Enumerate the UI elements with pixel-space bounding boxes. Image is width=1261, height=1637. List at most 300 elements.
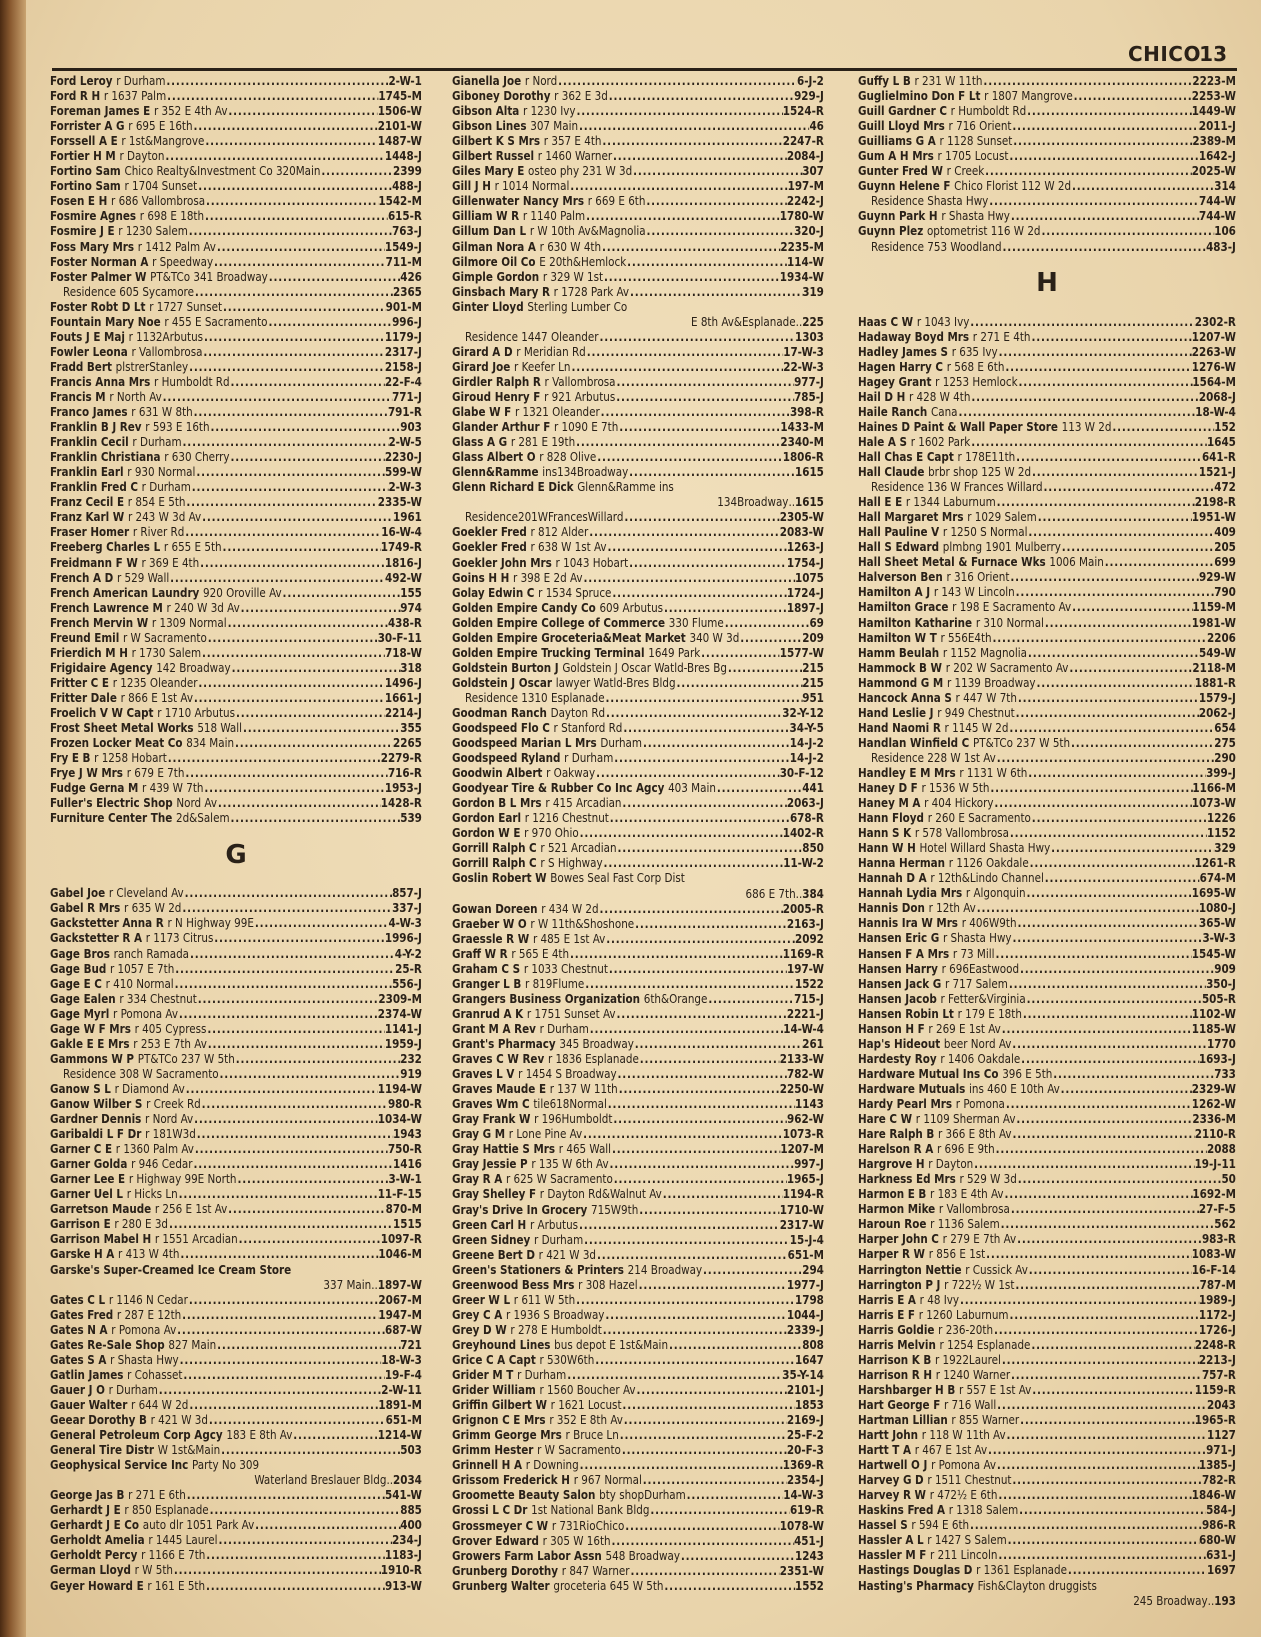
- leader-dots: [970, 1517, 1202, 1532]
- listing-name: Gordon W E: [452, 825, 521, 841]
- listing-address: r Humboldt Rd: [154, 373, 230, 389]
- directory-listing: [50, 178, 422, 193]
- leader-dots: [189, 1397, 378, 1412]
- directory-listing: [50, 1246, 422, 1261]
- phone-number: 1965-R: [1194, 1411, 1236, 1427]
- listing-address: 396 E 5th: [1002, 1065, 1053, 1081]
- directory-listing: [452, 1307, 824, 1322]
- directory-listing: [50, 1442, 422, 1457]
- phone-number: 2043: [1207, 1396, 1236, 1412]
- directory-listing: [50, 1337, 422, 1352]
- phone-number: 106: [1214, 223, 1236, 239]
- phone-number: 290: [1214, 749, 1236, 765]
- phone-number: 619-R: [789, 1502, 824, 1518]
- phone-number: 1965-J: [786, 1171, 824, 1187]
- directory-listing: [452, 1533, 824, 1548]
- leader-dots: [1020, 1412, 1195, 1427]
- phone-number: 744-W: [1199, 208, 1236, 224]
- phone-number: 50: [1221, 1171, 1236, 1187]
- listing-name: Harvey G D: [858, 1472, 924, 1488]
- listing-address: r Vallombrosa: [131, 343, 203, 359]
- listing-address: r 181W3d: [145, 1126, 196, 1142]
- phone-number: 1243: [795, 1547, 824, 1563]
- listing-name: Hamm Beulah: [858, 644, 940, 660]
- directory-listing: [452, 254, 824, 269]
- phone-number: 355: [400, 720, 422, 736]
- phone-number: 539: [400, 810, 422, 826]
- phone-number: 2213-J: [1198, 1351, 1236, 1367]
- listing-address: r 1427 S Salem: [927, 1532, 1007, 1548]
- listing-address: r 73 Mill: [952, 945, 995, 961]
- directory-listing: [452, 1051, 824, 1066]
- listing-address: r 812 Alder: [530, 524, 589, 540]
- phone-number: 4-W-3: [388, 915, 422, 931]
- leader-dots: [236, 705, 385, 720]
- listing-name: Haskins Fred A: [858, 1502, 945, 1518]
- listing-name: Grossmeyer C W: [452, 1517, 549, 1533]
- phone-number: 17-W-3: [783, 343, 824, 359]
- listing-name: Hasting's Pharmacy: [858, 1577, 974, 1593]
- phone-number: 2339-J: [786, 1321, 824, 1337]
- directory-listing: [50, 1126, 422, 1141]
- leader-dots: [1044, 479, 1215, 494]
- leader-dots: [567, 1367, 782, 1382]
- directory-listing: [452, 1126, 824, 1141]
- phone-number: 678-R: [789, 810, 824, 826]
- phone-number: 1981-W: [1191, 614, 1236, 630]
- listing-address: r Shasta Hwy: [110, 1351, 179, 1367]
- leader-dots: [1062, 539, 1214, 554]
- listing-name: Hamilton Grace: [858, 599, 949, 615]
- listing-name: Freeberg Charles L: [50, 539, 161, 555]
- listing-address: r 1057 E 7th: [109, 960, 175, 976]
- directory-listing: [452, 374, 824, 389]
- listing-address: r 611 W 5th: [513, 1291, 576, 1307]
- phone-number: 2305-W: [779, 509, 824, 525]
- listing-name: Gerhardt J E Co: [50, 1517, 140, 1533]
- listing-address: r 198 E Sacramento Av: [952, 599, 1072, 615]
- listing-name: Graeber W O: [452, 915, 527, 931]
- listing-name: Franklin Christiana: [50, 449, 161, 465]
- listing-address: r Durham: [132, 434, 182, 450]
- listing-name: Garner Golda: [50, 1156, 128, 1172]
- leader-dots: [283, 585, 401, 600]
- listing-address: r 1321 Oleander: [514, 404, 600, 420]
- listing-name: Graves L V: [452, 1066, 515, 1082]
- phone-number: 715-J: [794, 990, 824, 1006]
- phone-number: 654: [1214, 719, 1236, 735]
- listing-name: Hand Leslie J: [858, 704, 934, 720]
- listing-continuation-line: [50, 1472, 422, 1487]
- listing-name: Giroud Henry F: [452, 388, 541, 404]
- listing-name: Garner Lee E: [50, 1171, 126, 1187]
- listing-address: r 1344 Laburnum: [905, 494, 996, 510]
- listing-name: Gates C L: [50, 1291, 106, 1307]
- listing-name: Gakle E E Mrs: [50, 1035, 130, 1051]
- listing-address: r 1253 Hemlock: [935, 373, 1018, 389]
- leader-dots: [960, 1292, 1199, 1307]
- directory-listing: [858, 675, 1236, 690]
- leader-dots: [192, 479, 389, 494]
- directory-listing: [452, 555, 824, 570]
- directory-listing: [452, 570, 824, 585]
- listing-name: Fowler Leona: [50, 343, 128, 359]
- leader-dots: [1032, 1382, 1195, 1397]
- phone-number: 2374-W: [377, 1005, 422, 1021]
- listing-name: Guffy L B: [858, 73, 911, 88]
- listing-address: Hotel Willard Shasta Hwy: [919, 840, 1051, 856]
- listing-address: PT&TCo 237 W 5th: [973, 734, 1071, 750]
- directory-listing: [50, 1081, 422, 1096]
- leader-dots: [1105, 554, 1215, 569]
- leader-dots: [321, 163, 393, 178]
- phone-number: 549-W: [1199, 644, 1236, 660]
- directory-listing: [452, 1382, 824, 1397]
- leader-dots: [629, 555, 787, 570]
- listing-address: beer Nord Av: [943, 1035, 1012, 1051]
- leader-dots: [195, 1141, 388, 1156]
- phone-number: 2025-W: [1191, 163, 1236, 179]
- phone-number: 2399: [393, 163, 422, 179]
- directory-listing: [50, 479, 422, 494]
- directory-listing: [50, 148, 422, 163]
- listing-address: r 415 Arcadian: [545, 795, 622, 811]
- listing-address: optometrist 116 W 2d: [926, 223, 1041, 239]
- listing-address: Goldstein J Oscar Watld-Bres Bg: [562, 659, 727, 675]
- listing-name: Grant's Pharmacy: [452, 1036, 556, 1051]
- listing-name: Glander Arthur F: [452, 419, 551, 435]
- phone-number: 318: [400, 659, 422, 675]
- listing-address: r 1454 S Broadway: [518, 1066, 617, 1082]
- leader-dots: [198, 178, 392, 193]
- leader-dots: [603, 1322, 787, 1337]
- listing-address: r 630 W 4th: [539, 238, 602, 254]
- phone-number: 2101-W: [377, 118, 422, 134]
- listing-address: r 970 Ohio: [524, 825, 579, 841]
- phone-number: 2206: [1207, 629, 1236, 645]
- leader-dots: [971, 389, 1199, 404]
- listing-name: Harper R W: [858, 1246, 926, 1262]
- listing-address: r Pomona Av: [113, 1005, 178, 1021]
- listing-name: Haile Ranch: [858, 403, 928, 419]
- listing-name: Gates N A: [50, 1321, 108, 1337]
- phone-number: 1692-M: [1192, 1186, 1236, 1202]
- listing-address: r 253 E 7th Av: [133, 1035, 207, 1051]
- listing-name: Graessle R W: [452, 930, 530, 946]
- listing-name: Gilliam W R: [452, 208, 520, 224]
- phone-number: 20-F-3: [786, 1442, 824, 1458]
- directory-listing: [452, 1006, 824, 1021]
- listing-address: r 1166 E 7th: [141, 1547, 206, 1563]
- listing-name: Grinnell H A: [452, 1457, 522, 1473]
- listing-address: r 1139 Broadway: [946, 674, 1036, 690]
- listing-name: Gage W F Mrs: [50, 1020, 131, 1036]
- directory-listing: [452, 1247, 824, 1262]
- listing-address: r Nord: [524, 73, 558, 88]
- listing-address: r 1240 Warner: [935, 1366, 1011, 1382]
- listing-address: r 1132Arbutus: [128, 328, 204, 344]
- listing-name: Grey D W: [452, 1321, 507, 1337]
- directory-listing: [858, 1397, 1236, 1412]
- listing-address: r 638 W 1st Av: [530, 539, 607, 555]
- listing-address: r 240 W 3d Av: [166, 599, 240, 615]
- directory-listing: [50, 1532, 422, 1547]
- listing-address: Sterling Lumber Co: [527, 298, 628, 314]
- directory-listing: [858, 1006, 1236, 1021]
- directory-listing: [50, 645, 422, 660]
- listing-name: Hammond G M: [858, 674, 944, 690]
- leader-dots: [622, 1397, 795, 1412]
- listing-address: Residence Shasta Hwy: [871, 193, 989, 209]
- listing-name: Girdler Ralph R: [452, 373, 541, 389]
- directory-listing: [858, 690, 1236, 705]
- phone-number: 399-J: [1206, 764, 1236, 780]
- listing-address: r 305 W 16th: [542, 1532, 611, 1548]
- listing-name: Greer W L: [452, 1291, 511, 1307]
- leader-dots: [183, 1367, 385, 1382]
- listing-name: Goodman Ranch: [452, 704, 547, 720]
- listing-name: Gatlin James: [50, 1366, 124, 1382]
- listing-name: Gray Hattie S Mrs: [452, 1141, 556, 1157]
- listing-address: r 695 E 16th: [128, 118, 193, 134]
- listing-name: Hamilton Katharine: [858, 614, 973, 630]
- listing-name: Hannis Don: [858, 900, 925, 916]
- listing-address: r 529 Wall: [116, 569, 170, 585]
- listing-address: bus depot E 1st&Main: [554, 1336, 669, 1352]
- listing-address: r 946 Cedar: [131, 1156, 193, 1172]
- directory-listing: [50, 254, 422, 269]
- leader-dots: [223, 539, 381, 554]
- listing-name: Froelich V W Capt: [50, 704, 154, 720]
- leader-dots: [1027, 991, 1202, 1006]
- listing-address: r 635 Ivy: [951, 343, 998, 359]
- leader-dots: [174, 1562, 381, 1577]
- listing-name: Gilbert K S Mrs: [452, 133, 541, 149]
- directory-listing: [858, 961, 1236, 976]
- listing-address: r 316 Orient: [946, 569, 1010, 585]
- leader-dots: [1016, 705, 1199, 720]
- phone-number: 2336-M: [1192, 1111, 1236, 1127]
- leader-dots: [269, 269, 401, 284]
- directory-listing: [50, 509, 422, 524]
- phone-number: 337-J: [392, 900, 422, 916]
- listing-name: Hancock Anna S: [858, 689, 952, 705]
- directory-listing: [452, 630, 824, 645]
- listing-name: Fradd Bert: [50, 358, 112, 374]
- listing-name: Goekler John Mrs: [452, 554, 552, 570]
- directory-listing: [50, 193, 422, 208]
- leader-dots: [243, 720, 400, 735]
- phone-number: 980-R: [387, 1096, 422, 1111]
- leader-dots: [163, 389, 392, 404]
- listing-name: Harrison R H: [858, 1366, 933, 1382]
- directory-listing: [50, 1096, 422, 1111]
- listing-address: r 1029 Salem: [967, 509, 1037, 525]
- directory-listing: [50, 103, 422, 118]
- listing-name: Graves C W Rev: [452, 1051, 545, 1067]
- directory-listing: [50, 494, 422, 509]
- leader-dots: [986, 1246, 1192, 1261]
- phone-number: 1749-R: [380, 539, 422, 555]
- leader-dots: [606, 705, 782, 720]
- listing-name: Goodspeed Flo C: [452, 720, 550, 736]
- listing-name: Harmon E B: [858, 1186, 927, 1202]
- listing-address: r 278 E Humboldt: [510, 1321, 602, 1337]
- listing-address: r Cleveland Av: [108, 885, 184, 901]
- directory-listing: [50, 660, 422, 675]
- listing-name: Gerholdt Percy: [50, 1547, 138, 1563]
- listing-address: r 521 Arcadian: [540, 840, 617, 856]
- listing-name: Grider William: [452, 1382, 536, 1398]
- listing-address: r 1445 Laurel: [148, 1532, 218, 1548]
- listing-address: 214 Broadway: [627, 1261, 703, 1277]
- leader-dots: [597, 1247, 788, 1262]
- leader-dots: [1072, 178, 1214, 193]
- directory-listing: [858, 1352, 1236, 1367]
- listing-address: r 1131 W 6th: [959, 764, 1028, 780]
- directory-listing: [452, 1156, 824, 1171]
- directory-listing: [452, 539, 824, 554]
- leader-dots: [605, 1307, 786, 1322]
- listing-address: r 421 W 3d: [538, 1246, 597, 1262]
- directory-listing: [452, 239, 824, 254]
- directory-listing: [452, 1021, 824, 1036]
- listing-address: r 1460 Warner: [537, 148, 613, 164]
- phone-number: 1416: [393, 1156, 422, 1172]
- listing-address: r 1216 Chestnut: [524, 810, 609, 826]
- listing-address: r Durham: [141, 479, 191, 495]
- phone-number: 2067-M: [378, 1291, 422, 1307]
- listing-address: r 308 Hazel: [578, 1276, 638, 1292]
- listing-name: Gabel R Mrs: [50, 900, 121, 916]
- leader-dots: [1009, 1307, 1198, 1322]
- phone-number: 492-W: [385, 569, 422, 585]
- phone-number: 870-M: [385, 1201, 422, 1217]
- listing-address: 609 Arbutus: [599, 599, 664, 615]
- directory-listing: [50, 223, 422, 238]
- listing-address: r Vallombrosa: [544, 373, 616, 389]
- listing-address: r Keefer Ln: [514, 358, 571, 374]
- listing-name: Fortier H M: [50, 148, 116, 164]
- listing-name: Hassler M F: [858, 1547, 927, 1563]
- phone-number: 2034: [393, 1472, 422, 1488]
- leader-dots: [1072, 599, 1192, 614]
- listing-name: Grunberg Walter: [452, 1577, 550, 1593]
- listing-name: Ginsbach Mary R: [452, 283, 550, 299]
- phone-number: 2092: [795, 930, 824, 946]
- phone-number: 438-R: [387, 614, 422, 630]
- listing-name: General Petroleum Corp Agcy: [50, 1427, 223, 1443]
- listing-address: PT&TCo 237 W 5th: [137, 1050, 235, 1066]
- listing-name: Harper John C: [858, 1231, 939, 1247]
- listing-address: 920 Oroville Av: [203, 584, 282, 600]
- leader-dots: [1011, 1201, 1199, 1216]
- phone-number: 785-J: [794, 388, 824, 404]
- listing-address: r 644 W 2d: [131, 1396, 189, 1412]
- directory-listing: [50, 765, 422, 780]
- directory-listing: [50, 118, 422, 133]
- listing-name: Harris E F: [858, 1306, 916, 1322]
- listing-address: brbr shop 125 W 2d: [928, 464, 1032, 480]
- directory-listing: [858, 976, 1236, 991]
- leader-dots: [198, 675, 384, 690]
- phone-number: 1951-W: [1191, 509, 1236, 525]
- directory-listing: [858, 870, 1236, 885]
- leader-dots: [217, 1337, 400, 1352]
- listing-name: Franco James: [50, 404, 128, 420]
- phone-number: 1524-R: [782, 103, 824, 119]
- phone-number: 30-F-11: [377, 629, 422, 645]
- directory-listing: [858, 1502, 1236, 1517]
- phone-number: 1044-J: [786, 1306, 824, 1322]
- phone-number: 3-W-1: [388, 1171, 422, 1187]
- listing-address: bty shopDurham: [599, 1487, 686, 1503]
- listing-address: r 1727 Sunset: [149, 298, 223, 314]
- directory-listing: [858, 1472, 1236, 1487]
- listing-name: Fortino Sam: [50, 163, 121, 179]
- listing-name: Graves Maude E: [452, 1081, 547, 1097]
- leader-dots: [1041, 223, 1214, 238]
- leader-dots: [1038, 509, 1192, 524]
- listing-name: Frost Sheet Metal Works: [50, 720, 194, 736]
- listing-name: Gray Frank W: [452, 1111, 531, 1127]
- listing-address: Cana: [931, 403, 958, 419]
- directory-listing: [858, 1292, 1236, 1307]
- listing-name: Hap's Hideout: [858, 1035, 941, 1051]
- leader-dots: [988, 1442, 1206, 1457]
- phone-number: 1745-M: [378, 88, 422, 104]
- directory-listing: [858, 1036, 1236, 1051]
- listing-address: r Pomona Av: [931, 1457, 997, 1473]
- listing-name: Gorrill Ralph C: [452, 840, 537, 856]
- phone-number: 1961: [393, 509, 422, 525]
- phone-number: 1083-W: [1191, 1246, 1236, 1262]
- listing-address: Dayton Rd: [550, 704, 606, 720]
- phone-number: 27-F-5: [1198, 1201, 1236, 1217]
- listing-address: Residence 136 W Frances Willard: [871, 479, 1043, 495]
- listing-first-line: [452, 479, 824, 494]
- directory-listing: [452, 931, 824, 946]
- listing-address: r 854 E 5th: [127, 494, 186, 510]
- listing-address: PT&TCo 341 Broadway: [150, 268, 268, 284]
- leader-dots: [571, 359, 783, 374]
- phone-number: 903: [400, 419, 422, 435]
- directory-listing: [452, 1352, 824, 1367]
- listing-address: r 12th&Lindo Channel: [930, 870, 1044, 886]
- leader-dots: [1028, 524, 1214, 539]
- phone-number: 1542-M: [378, 193, 422, 209]
- listing-address: 548 Broadway: [605, 1547, 680, 1563]
- phone-number: 1891-M: [378, 1396, 422, 1412]
- directory-column-2: [452, 73, 824, 1593]
- listing-name: Hartt John: [858, 1427, 919, 1443]
- directory-listing: [50, 434, 422, 449]
- listing-address: Nord Av: [176, 795, 217, 811]
- listing-name: Garner Uel L: [50, 1186, 123, 1202]
- leader-dots: [204, 329, 385, 344]
- leader-dots: [703, 1262, 802, 1277]
- listing-name: Harris Goldie: [858, 1321, 935, 1337]
- listing-name: French Lawrence M: [50, 599, 163, 615]
- phone-number: 2011-J: [1198, 118, 1236, 134]
- listing-address: r 1090 E 7th: [553, 419, 619, 435]
- listing-address: r 362 E 3d: [554, 88, 608, 104]
- phone-number: 30-F-12: [779, 765, 824, 781]
- phone-number: 16-F-14: [1191, 1261, 1236, 1277]
- leader-dots: [576, 1292, 795, 1307]
- listing-address: r 421 W 3d: [150, 1411, 208, 1427]
- directory-listing: [50, 1201, 422, 1216]
